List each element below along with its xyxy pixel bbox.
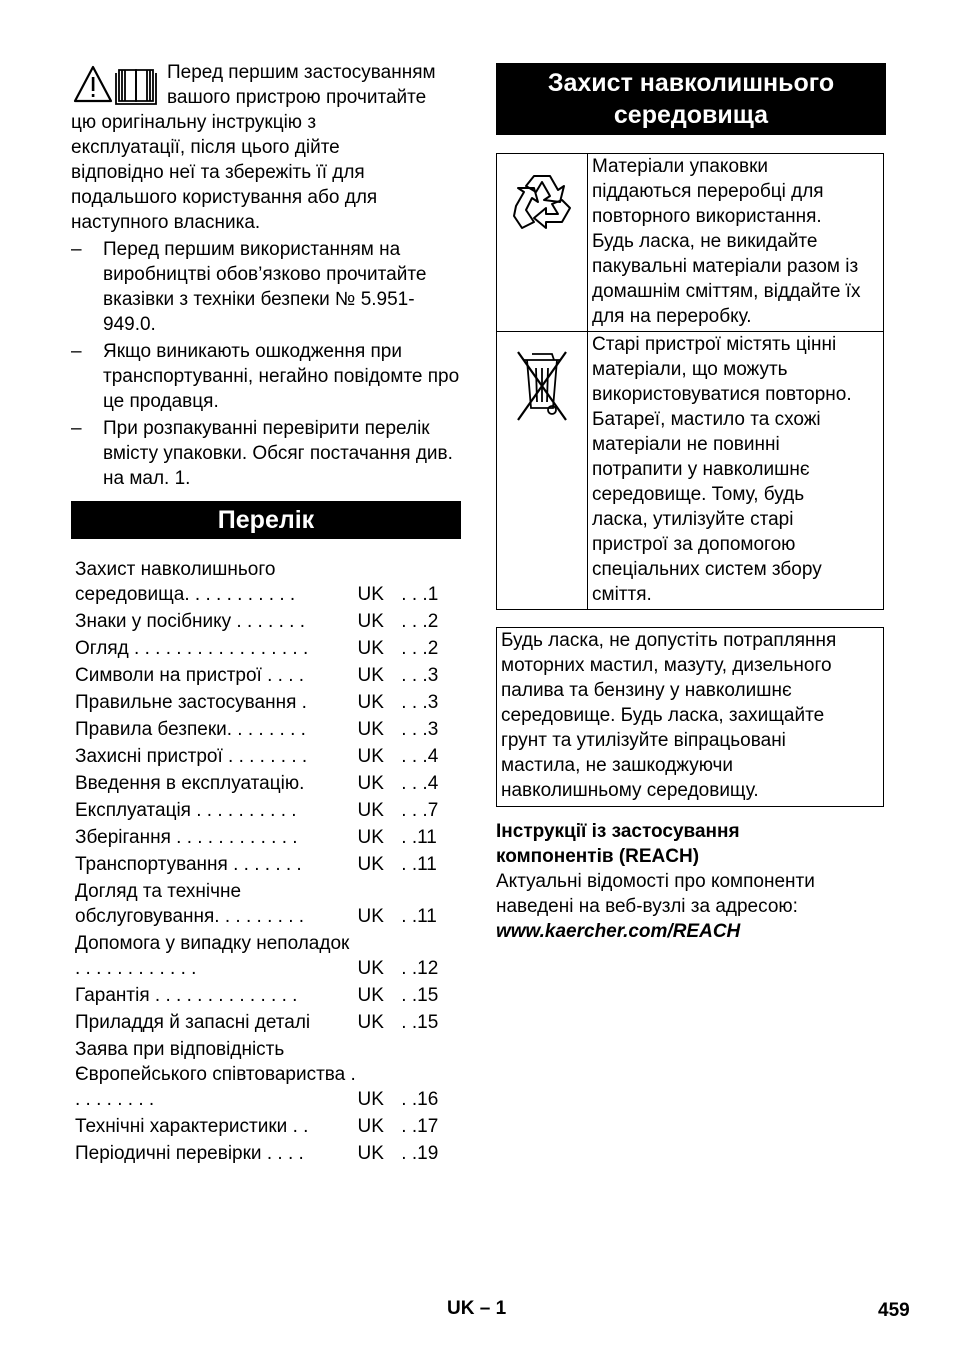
env-heading: Захист навколишнього середовища xyxy=(496,63,886,135)
toc-entry[interactable] xyxy=(75,690,461,715)
toc-entry[interactable] xyxy=(75,931,461,981)
toc-entry-page: . . .4 xyxy=(401,746,439,767)
oil-notice-line: середовище. Будь ласка, захищайте xyxy=(501,705,825,726)
toc-entry-title: Транспортування . . . . . . . xyxy=(75,854,302,875)
old-devices-note-line: Старі пристрої містять цінні xyxy=(592,334,837,355)
toc-entry[interactable] xyxy=(75,879,461,929)
toc-entry-page: . .15 xyxy=(401,985,439,1006)
intro-paragraph xyxy=(71,110,461,235)
toc-entry-lang: UK xyxy=(357,800,384,821)
intro-text-line: відповідно неї та збережіть її для xyxy=(71,162,365,183)
oil-notice-line: палива та бензину у навколишнє xyxy=(501,680,792,701)
toc-entry-page: . . .2 xyxy=(401,611,439,632)
toc-entry[interactable] xyxy=(75,852,461,877)
toc-entry-title: Експлуатація . . . . . . . . . . xyxy=(75,800,297,821)
toc-entry-title: Догляд та технічне обслуговування. . . . . . . . . xyxy=(75,881,305,927)
left-column xyxy=(71,60,461,1168)
toc-entry-title: Правила безпеки. . . . . . . . xyxy=(75,719,306,740)
toc-entry-page: . .11 xyxy=(401,854,437,875)
intro-bullet-list xyxy=(71,237,461,491)
toc-entry-page: . . .1 xyxy=(401,584,439,605)
old-devices-note-line: потрапити у навколишнє xyxy=(592,459,810,480)
reach-heading-line: компонентів (REACH) xyxy=(496,846,700,867)
toc-entry-title: Символи на пристрої . . . . xyxy=(75,665,305,686)
toc-entry-page: . .12 xyxy=(401,958,439,979)
toc-entry[interactable] xyxy=(75,744,461,769)
toc-entry-lang: UK xyxy=(357,638,384,659)
table-row xyxy=(497,154,884,332)
reach-text xyxy=(496,869,886,944)
toc-entry-lang: UK xyxy=(357,854,384,875)
toc-entry-title: Технічні характеристики . . xyxy=(75,1116,309,1137)
intro-text-line: наступного власника. xyxy=(71,212,261,233)
toc-entry-lang: UK xyxy=(357,611,384,632)
packaging-note-line: домашнім сміттям, віддайте їх xyxy=(592,281,861,302)
old-devices-note-line: середовище. Тому, будь xyxy=(592,484,805,505)
right-column xyxy=(496,63,886,944)
packaging-note-line: Матеріали упаковки xyxy=(592,156,769,177)
list-item: – Перед першим використанням на виробництві обов’язково прочитайте вказівки з техніки безпеки № 5.951-949.0. xyxy=(71,237,461,337)
toc-entry[interactable] xyxy=(75,663,461,688)
oil-notice-line: моторних мастил, мазуту, дизельного xyxy=(501,655,832,676)
list-item: – Якщо виникають ошкодження при транспортуванні, негайно повідомте про це продавця. xyxy=(71,339,461,414)
toc-entry[interactable] xyxy=(75,557,461,607)
list-item: – При розпакуванні перевірити перелік вмісту упаковки. Обсяг постачання див. на мал. 1. xyxy=(71,416,461,491)
packaging-note-line: Будь ласка, не викидайте xyxy=(592,231,818,252)
toc-entry-lang: UK xyxy=(357,1012,384,1033)
toc-entry[interactable] xyxy=(75,717,461,742)
toc-entry-lang: UK xyxy=(357,1089,384,1110)
old-devices-note-line: ласка, утилізуйте старі xyxy=(592,509,794,530)
intro-header xyxy=(71,60,461,110)
toc-entry-page: . . .3 xyxy=(401,665,439,686)
packaging-note-line: для на переробку. xyxy=(592,306,752,327)
toc-entry[interactable] xyxy=(75,609,461,634)
toc-entry-title: Захист навколишнього середовища. . . . . . . . . . . xyxy=(75,559,296,605)
toc-entry-lang: UK xyxy=(357,584,384,605)
manual-book-icon xyxy=(116,70,156,104)
intro-line-1: Перед першим застосуванням xyxy=(167,62,436,83)
toc-entry-lang: UK xyxy=(357,985,384,1006)
page-number: 459 xyxy=(878,1300,910,1321)
toc-entry[interactable] xyxy=(75,1010,461,1035)
toc-entry[interactable] xyxy=(75,1141,461,1166)
toc-entry-page: . . .3 xyxy=(401,692,439,713)
toc-entry-title: Захисні пристрої . . . . . . . . xyxy=(75,746,308,767)
packaging-note-line: піддаються переробці для xyxy=(592,181,824,202)
warning-manual-icon xyxy=(73,64,159,106)
intro-text-line: цю оригінальну інструкцію з xyxy=(71,112,317,133)
toc-entry[interactable] xyxy=(75,771,461,796)
reach-link[interactable]: www.kaercher.com/REACH xyxy=(496,921,741,942)
old-devices-note-line: Батареї, мастило та схожі xyxy=(592,409,821,430)
toc-entry-lang: UK xyxy=(357,665,384,686)
env-table xyxy=(496,153,884,610)
toc-entry-lang: UK xyxy=(357,746,384,767)
recycle-icon xyxy=(504,168,580,244)
toc-entry[interactable] xyxy=(75,1037,461,1112)
table-of-contents xyxy=(71,557,461,1166)
toc-entry-title: Приладдя й запасні деталі xyxy=(75,1012,311,1033)
toc-entry-page: . . .3 xyxy=(401,719,439,740)
oil-notice-line: грунт та утилізуйте віпрацьовані xyxy=(501,730,786,751)
old-devices-note-line: використовуватися повторно. xyxy=(592,384,852,405)
footer-section-page: UK – 1 xyxy=(447,1298,507,1319)
toc-entry-title: Гарантія . . . . . . . . . . . . . . xyxy=(75,985,298,1006)
reach-heading-line: Інструкції із застосування xyxy=(496,821,740,842)
table-row xyxy=(497,332,884,610)
toc-entry-title: Введення в експлуатацію. xyxy=(75,773,305,794)
toc-entry-title: Періодичні перевірки . . . . xyxy=(75,1143,304,1164)
packaging-note xyxy=(588,154,884,332)
toc-entry[interactable] xyxy=(75,1114,461,1139)
toc-entry-title: Знаки у посібнику . . . . . . . xyxy=(75,611,306,632)
intro-text-line: експлуатації, після цього дійте xyxy=(71,137,340,158)
intro-text-line: подальшого користування або для xyxy=(71,187,378,208)
toc-entry[interactable] xyxy=(75,798,461,823)
toc-entry-title: Огляд . . . . . . . . . . . . . . . . . xyxy=(75,638,309,659)
oil-notice-box xyxy=(496,627,884,807)
crossed-bin-icon xyxy=(514,346,570,426)
old-devices-note-line: матеріали, що можуть xyxy=(592,359,788,380)
oil-notice-line: Будь ласка, не допустіть потрапляння xyxy=(501,630,837,651)
toc-entry-title: Допомога у випадку неполадок . . . . . . . . . . . . xyxy=(75,933,350,979)
toc-entry-lang: UK xyxy=(357,827,384,848)
toc-entry-lang: UK xyxy=(357,1143,384,1164)
toc-entry-lang: UK xyxy=(357,1116,384,1137)
old-devices-note-line: матеріали не повинні xyxy=(592,434,780,455)
toc-entry-lang: UK xyxy=(357,692,384,713)
packaging-note-line: повторного використання. xyxy=(592,206,822,227)
toc-entry-page: . . .4 xyxy=(401,773,439,794)
toc-entry-title: Заява при відповідність Європейського співтовариства . . . . . . . . . xyxy=(75,1039,356,1110)
toc-entry-page: . .16 xyxy=(401,1089,439,1110)
toc-entry-page: . .11 xyxy=(401,906,437,927)
toc-entry[interactable] xyxy=(75,825,461,850)
crossed-bin-icon-cell xyxy=(497,332,588,610)
toc-entry-page: . .19 xyxy=(401,1143,439,1164)
toc-entry-page: . . .2 xyxy=(401,638,439,659)
oil-notice-line: навколишньому середовищу. xyxy=(501,780,759,801)
toc-entry-title: Зберігання . . . . . . . . . . . . xyxy=(75,827,298,848)
toc-entry-title: Правильне застосування . xyxy=(75,692,307,713)
reach-text-line: Актуальні відомості про компоненти xyxy=(496,871,815,892)
toc-entry[interactable] xyxy=(75,983,461,1008)
reach-heading xyxy=(496,819,886,869)
toc-entry-page: . .17 xyxy=(401,1116,439,1137)
toc-entry-page: . .15 xyxy=(401,1012,439,1033)
old-devices-note-line: сміття. xyxy=(592,584,652,605)
toc-entry-lang: UK xyxy=(357,719,384,740)
toc-entry-page: . .11 xyxy=(401,827,437,848)
old-devices-note xyxy=(588,332,884,610)
warning-icon xyxy=(75,67,111,101)
packaging-note-line: пакувальні матеріали разом із xyxy=(592,256,859,277)
toc-entry-lang: UK xyxy=(357,906,384,927)
old-devices-note-line: пристрої за допомогою xyxy=(592,534,796,555)
toc-entry-page: . . .7 xyxy=(401,800,439,821)
old-devices-note-line: спеціальних систем збору xyxy=(592,559,822,580)
intro-line-2: вашого пристрою прочитайте xyxy=(167,87,427,108)
toc-entry-lang: UK xyxy=(357,958,384,979)
toc-entry[interactable] xyxy=(75,636,461,661)
oil-notice-line: мастила, не зашкоджуючи xyxy=(501,755,734,776)
recycle-icon-cell xyxy=(497,154,588,332)
toc-entry-lang: UK xyxy=(357,773,384,794)
reach-text-line: наведені на веб-вузлі за адресою: xyxy=(496,896,798,917)
toc-heading: Перелік xyxy=(71,501,461,539)
